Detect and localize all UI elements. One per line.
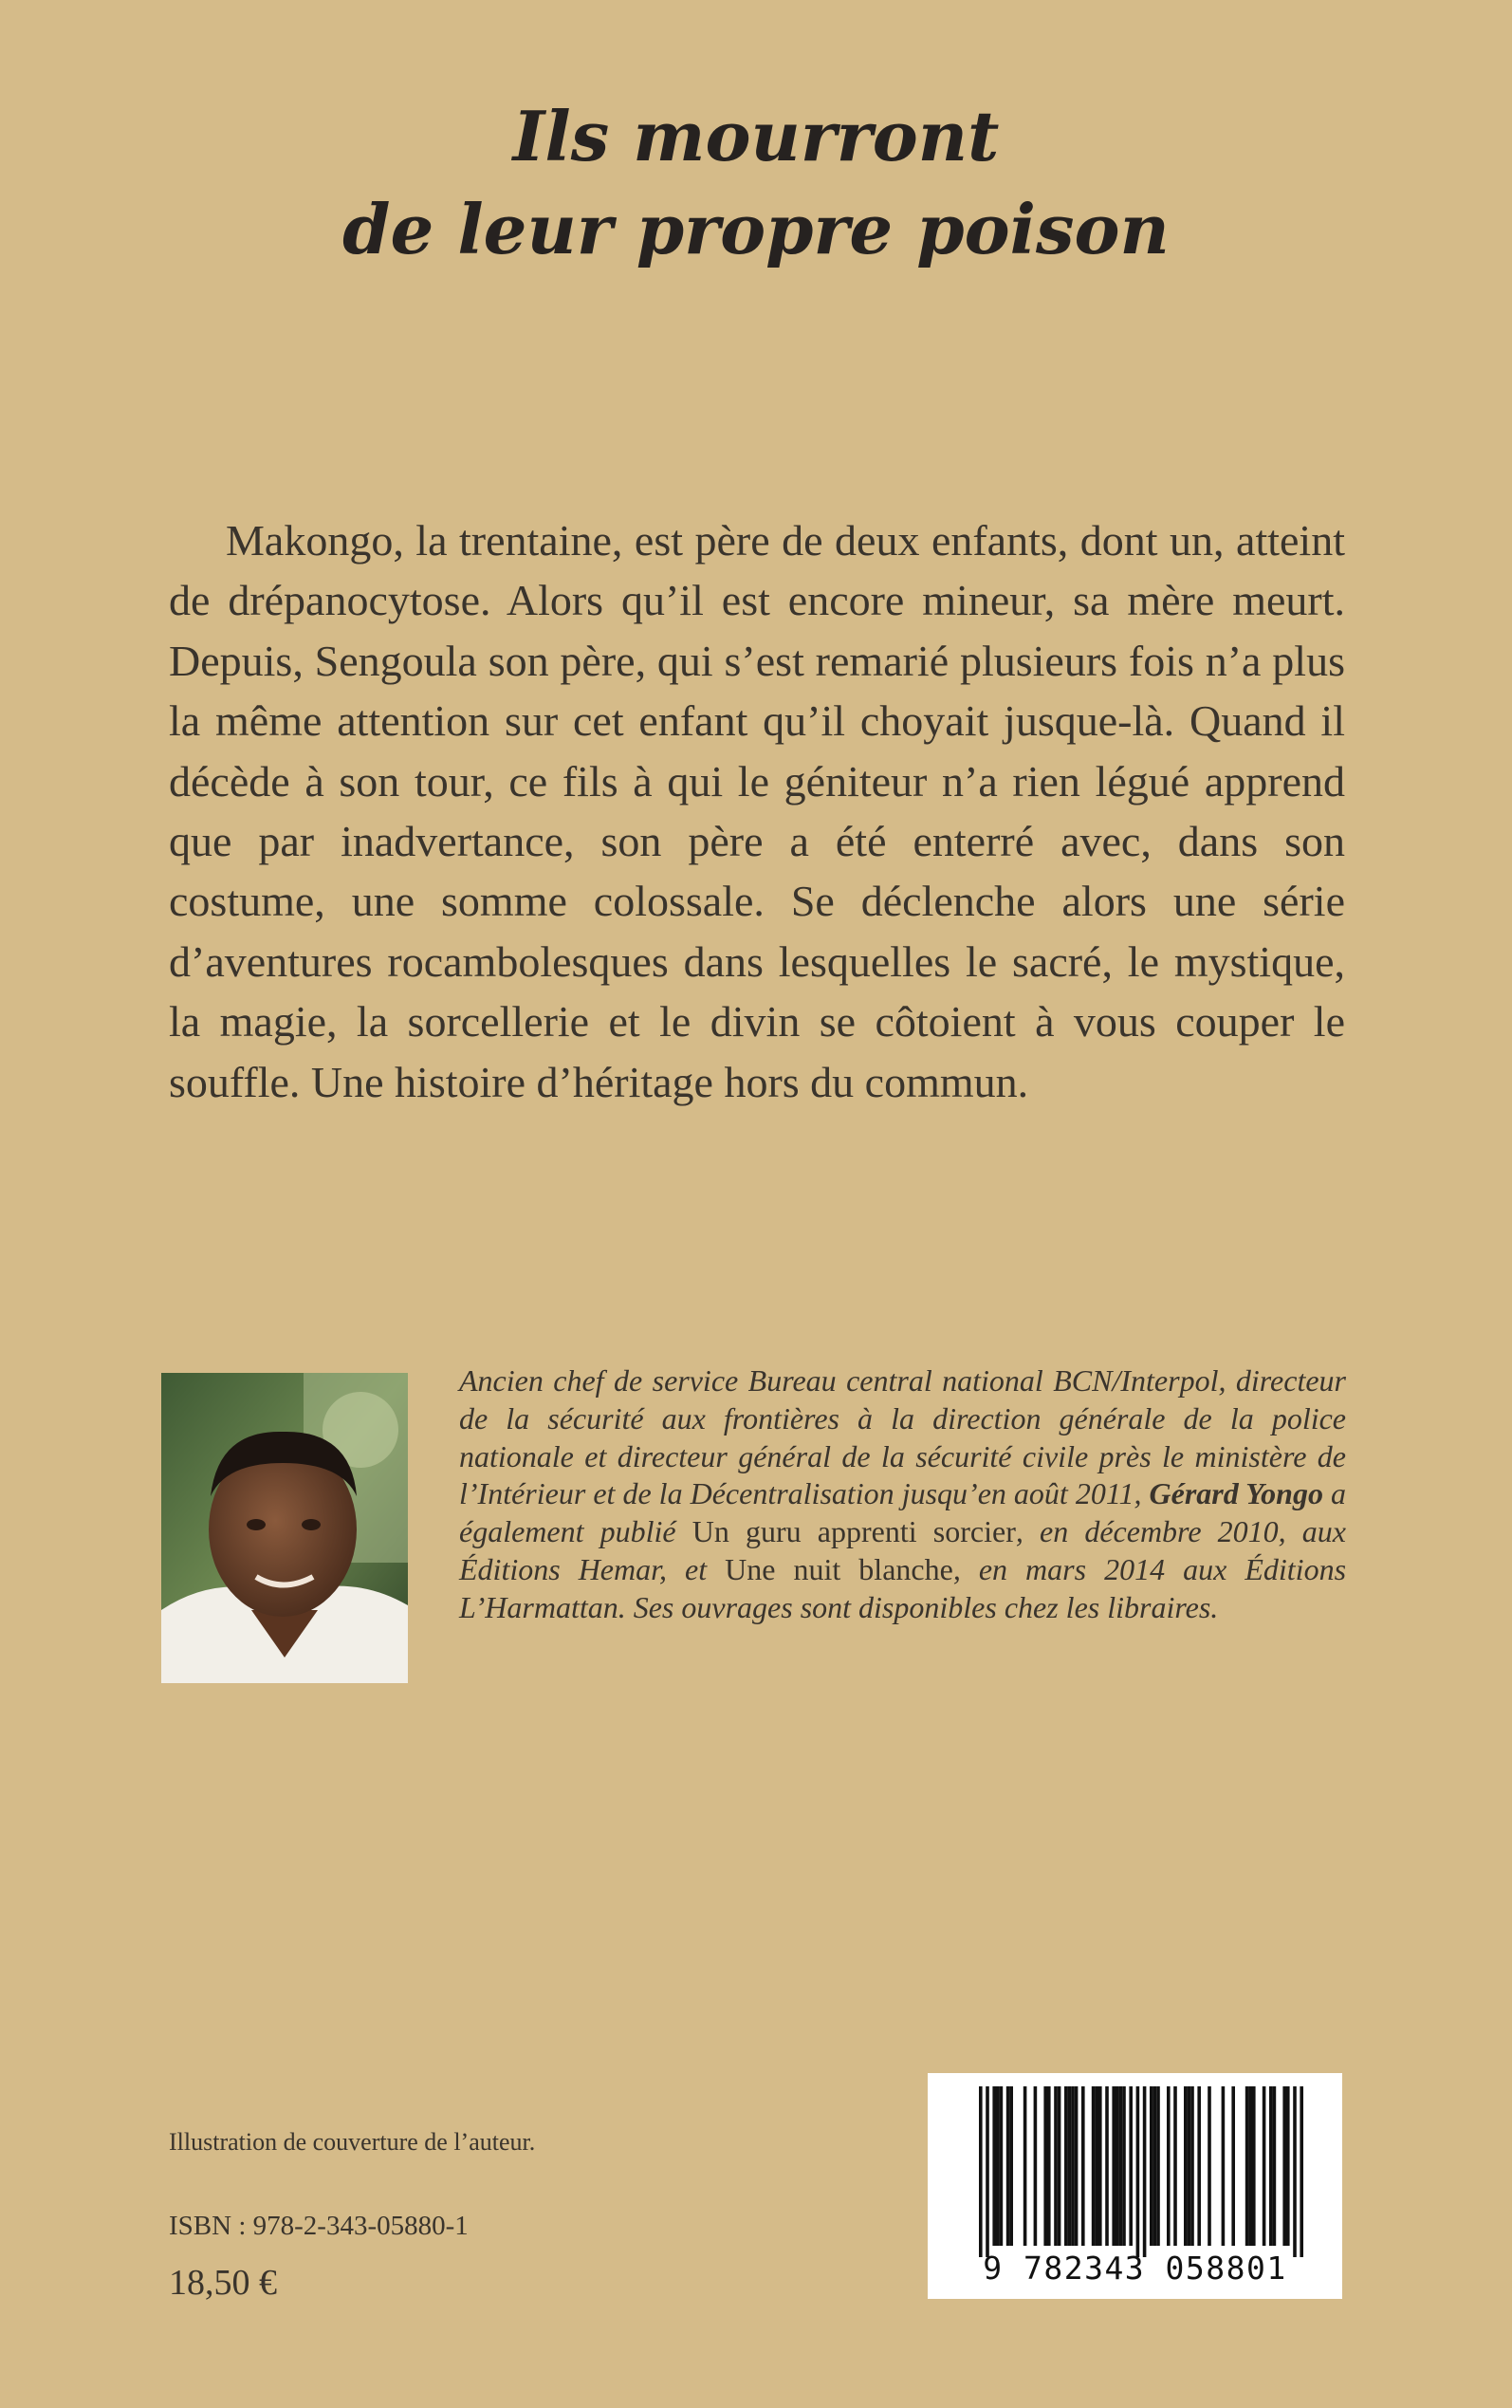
- barcode-bar: [1153, 2086, 1157, 2246]
- book-title-line-1: Ils mourront: [512, 96, 1000, 176]
- barcode-bar: [1006, 2086, 1010, 2246]
- author-portrait-image: [161, 1373, 408, 1683]
- barcode-bar: [1009, 2086, 1013, 2246]
- barcode-bar: [1173, 2086, 1177, 2246]
- barcode-bar: [1119, 2086, 1123, 2246]
- barcode-bar: [1068, 2086, 1072, 2246]
- author-name: Gérard Yongo: [1149, 1476, 1323, 1511]
- barcode-bar: [1143, 2086, 1147, 2257]
- price: 18,50 €: [169, 2263, 277, 2303]
- isbn: ISBN : 978-2-343-05880-1: [169, 2211, 469, 2241]
- barcode-bar: [1064, 2086, 1068, 2246]
- book-title-line-2: de leur propre poison: [342, 189, 1170, 269]
- book-title: [0, 90, 1512, 276]
- barcode-bar: [1054, 2086, 1058, 2246]
- barcode-bar: [1105, 2086, 1109, 2246]
- barcode-bar: [1197, 2086, 1201, 2246]
- barcode-bar: [1112, 2086, 1116, 2246]
- barcode-bar: [986, 2086, 989, 2257]
- barcode-bar: [1184, 2086, 1188, 2246]
- barcode-bar: [1023, 2086, 1027, 2246]
- synopsis-text: Makongo, la trentaine, est père de deux enfants, dont un, atteint de drépanocytose. Alors qu’il est encore mineur, sa mère meurt. Depuis, Sengoula son père, qui s’est remarié plusieurs fois n’a plus la même attention sur cet enfant qu’il choyait jusque-là. Quand il décède à son tour, ce fils à qui le géniteur n’a rien légué apprend que par inadvertance, son père a été enterré avec, dans son costume, une somme colossale. Se déclenche alors une série d’aventures rocambolesques dans lesquelles le sacré, le mystique, la magie, la sorcellerie et le divin se côtoient à vous couper le souffle. Une histoire d’héritage hors du commun.: [169, 516, 1345, 1106]
- barcode-bar: [1231, 2086, 1235, 2246]
- barcode-bar: [1248, 2086, 1252, 2246]
- barcode-bar: [992, 2086, 996, 2246]
- barcode-bar: [1034, 2086, 1038, 2246]
- barcode-bar: [1167, 2086, 1171, 2246]
- bio-part-4: , en mars 2014 aux Éditions L’Harmattan. Ses ouvrages sont disponibles chez les libraires.: [459, 1551, 1347, 1624]
- barcode-bar: [1136, 2086, 1140, 2257]
- bio-part-2: a également publié: [459, 1476, 1347, 1549]
- barcode-bar: [1293, 2086, 1297, 2257]
- barcode-bar: [1000, 2086, 1004, 2246]
- barcode-bar: [1116, 2086, 1119, 2246]
- barcode-bar: [1095, 2086, 1098, 2246]
- barcode-bar: [1263, 2086, 1266, 2246]
- bio-part-1: Ancien chef de service Bureau central national BCN/Interpol, directeur de la sécurité aux frontières à la direction générale de la police nationale et directeur général de la sécurité civile près le ministère de l’Intérieur et de la Décentralisation jusqu’en août 2011,: [459, 1363, 1346, 1511]
- barcode-bar: [1122, 2086, 1126, 2246]
- barcode-digits: 9 782343 058801: [983, 2250, 1287, 2287]
- barcode: [928, 2073, 1342, 2299]
- barcode-bar: [1081, 2086, 1085, 2246]
- barcode-bar: [1273, 2086, 1277, 2246]
- barcode-bar: [1286, 2086, 1290, 2246]
- barcode-bar: [1075, 2086, 1079, 2246]
- author-bio: [459, 1362, 1346, 1627]
- barcode-bar: [996, 2086, 1000, 2246]
- barcode-bar: [1150, 2086, 1153, 2246]
- barcode-bar: [1190, 2086, 1194, 2246]
- barcode-bar: [979, 2086, 983, 2257]
- cover-illustration-credit: Illustration de couverture de l’auteur.: [169, 2128, 536, 2156]
- barcode-bar: [1092, 2086, 1096, 2246]
- barcode-bar: [1071, 2086, 1075, 2246]
- barcode-bar: [1252, 2086, 1256, 2246]
- bio-part-3: , en décembre 2010, aux Éditions Hemar, et: [459, 1514, 1347, 1586]
- barcode-bar: [1208, 2086, 1211, 2246]
- barcode-bar: [1282, 2086, 1286, 2246]
- barcode-bar: [1047, 2086, 1051, 2246]
- barcode-bar: [1245, 2086, 1249, 2246]
- barcode-bar: [1043, 2086, 1047, 2246]
- barcode-bar: [1269, 2086, 1273, 2246]
- synopsis-paragraph: [169, 510, 1345, 1112]
- bio-book-title-2: Une nuit blanche: [725, 1551, 953, 1586]
- barcode-bar: [1188, 2086, 1191, 2246]
- author-photo: [161, 1373, 408, 1683]
- barcode-bar: [1156, 2086, 1160, 2246]
- barcode-bar: [1300, 2086, 1303, 2257]
- barcode-bar: [1098, 2086, 1102, 2246]
- barcode-bar: [1058, 2086, 1061, 2246]
- bio-book-title-1: Un guru apprenti sorcier: [691, 1514, 1016, 1549]
- barcode-bar: [1129, 2086, 1133, 2246]
- barcode-bar: [1222, 2086, 1226, 2246]
